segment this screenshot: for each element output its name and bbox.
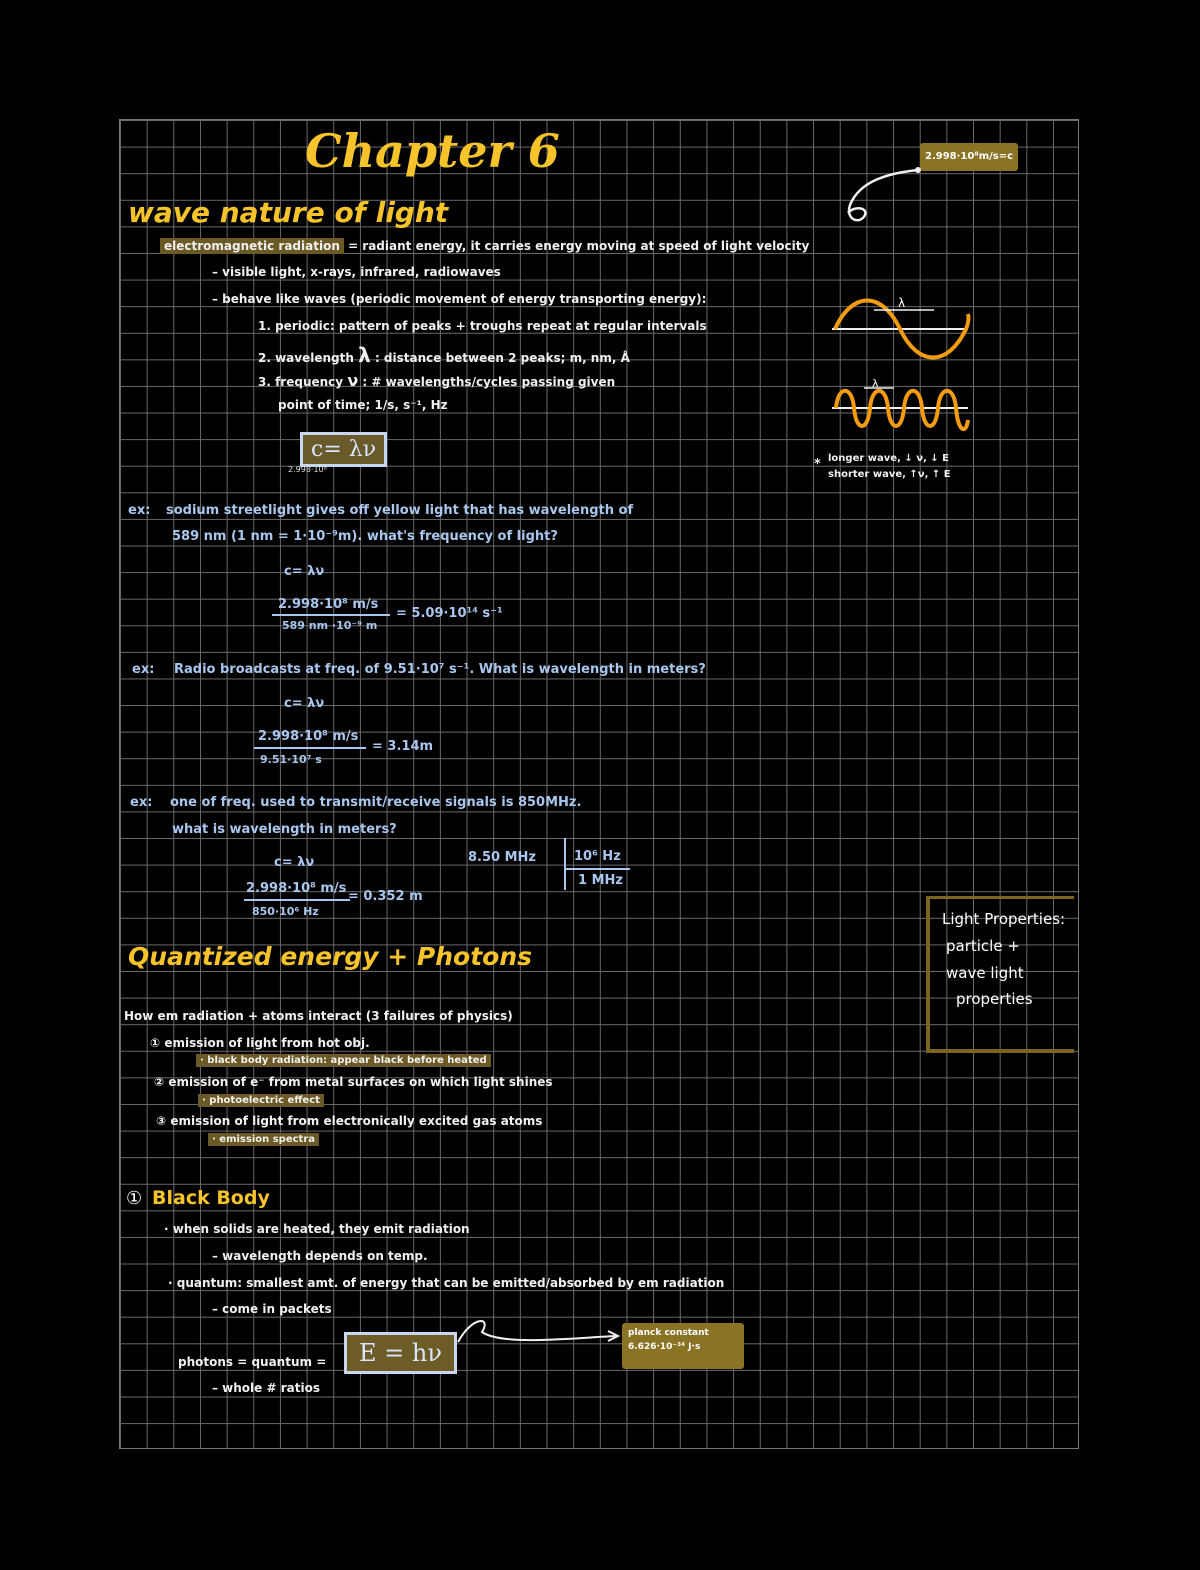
item-frequency-units: point of time; 1/s, s⁻¹, Hz xyxy=(278,398,448,412)
wave-note-longer: longer wave, ↓ ν, ↓ E xyxy=(828,453,949,464)
formula-e-h-nu: E = hν xyxy=(344,1332,457,1374)
black-body-line4: – come in packets xyxy=(212,1302,332,1316)
ex3-question-line1: one of freq. used to transmit/receive signals is 850MHz. xyxy=(170,795,582,810)
ex1-answer: = 5.09·10¹⁴ s⁻¹ xyxy=(396,606,503,621)
failure-2-sub-highlight: · photoelectric effect xyxy=(198,1094,324,1107)
item-frequency-definition: : # wavelengths/cycles passing given xyxy=(362,375,616,389)
short-wave-icon xyxy=(832,377,972,440)
black-body-line5: – whole # ratios xyxy=(212,1381,320,1395)
failure-3: ③ emission of light from electronically excited gas atoms xyxy=(156,1114,543,1128)
ex3-denominator: 850·10⁶ Hz xyxy=(252,905,319,918)
ex2-numerator: 2.998·10⁸ m/s xyxy=(258,729,359,744)
formula-c-lambda-nu: c= λν xyxy=(300,432,387,467)
item-wavelength xyxy=(258,345,630,365)
ex3-conversion-numerator: 10⁶ Hz xyxy=(574,849,621,864)
section-heading-black-body: Black Body xyxy=(152,1187,270,1209)
failure-2: ② emission of e⁻ from metal surfaces on which light shines xyxy=(154,1075,553,1089)
ex3-conversion-hline xyxy=(564,868,630,870)
ex3-numerator: 2.998·10⁸ m/s xyxy=(246,881,347,896)
black-body-line3: · quantum: smallest amt. of energy that can be emitted/absorbed by em radiation xyxy=(168,1276,725,1290)
em-radiation-line xyxy=(160,240,809,252)
bullet-visible-light: – visible light, x-rays, infrared, radiowaves xyxy=(212,265,501,279)
planck-constant-value: 6.626·10⁻³⁴ J·s xyxy=(628,1342,701,1352)
wave-note-mark: * xyxy=(814,457,821,472)
ex3-label: ex: xyxy=(130,795,153,810)
ex2-question: Radio broadcasts at freq. of 9.51·10⁷ s⁻¹. What is wavelength in meters? xyxy=(174,662,706,677)
planck-constant-note xyxy=(622,1323,744,1369)
light-properties-line4: properties xyxy=(956,990,1033,1008)
nu-symbol: ν xyxy=(347,371,359,390)
wave-lambda-label: λ xyxy=(898,296,906,310)
section-heading-quantized-energy: Quantized energy + Photons xyxy=(128,942,533,971)
ex1-label: ex: xyxy=(128,503,151,518)
item-wavelength-definition: : distance between 2 peaks; m, nm, Å xyxy=(374,351,630,365)
arrow-curve-icon xyxy=(830,165,930,235)
ex1-equation: c= λν xyxy=(284,564,325,579)
ex2-answer: = 3.14m xyxy=(372,739,434,754)
item-periodic: 1. periodic: pattern of peaks + troughs repeat at regular intervals xyxy=(258,319,707,333)
ex3-question-line2: what is wavelength in meters? xyxy=(172,822,397,837)
ex1-fraction-line xyxy=(272,614,390,616)
section-heading-wave-nature: wave nature of light xyxy=(128,196,449,229)
ex2-equation: c= λν xyxy=(284,696,325,711)
item-frequency-label: 3. frequency xyxy=(258,375,344,389)
lambda-symbol: λ xyxy=(358,343,371,367)
light-properties-line2: particle + xyxy=(946,937,1020,955)
speed-of-light-note: 2.998·10⁸m/s=c xyxy=(920,143,1018,171)
bullet-behave-like-waves: – behave like waves (periodic movement of energy transporting energy): xyxy=(212,292,707,306)
item-frequency xyxy=(258,373,615,389)
failure-1-sub xyxy=(196,1056,491,1066)
ex3-fraction-line xyxy=(244,899,350,901)
photons-label: photons = quantum = xyxy=(178,1355,327,1369)
formula-subscript: 2.998·10⁸ xyxy=(288,465,327,474)
black-body-line2: – wavelength depends on temp. xyxy=(212,1249,428,1263)
ex2-fraction-line xyxy=(254,747,366,749)
ex1-question-line1: sodium streetlight gives off yellow light that has wavelength of xyxy=(166,503,634,518)
light-properties-line3: wave light xyxy=(946,964,1024,982)
item-wavelength-label: 2. wavelength xyxy=(258,351,354,365)
ex1-numerator: 2.998·10⁸ m/s xyxy=(278,597,379,612)
short-wave-lambda-label: λ xyxy=(872,377,879,390)
ex3-equation: c= λν xyxy=(274,855,315,870)
light-properties-line1: Light Properties: xyxy=(942,910,1066,928)
page-title: Chapter 6 xyxy=(305,124,560,178)
failure-1: ① emission of light from hot obj. xyxy=(150,1036,370,1050)
arrow-to-planck-icon xyxy=(452,1312,622,1352)
em-radiation-definition: = radiant energy, it carries energy moving at speed of light velocity xyxy=(348,239,810,253)
planck-constant-label: planck constant xyxy=(628,1328,709,1338)
wave-note-shorter: shorter wave, ↑ν, ↑ E xyxy=(828,469,951,480)
ex3-conversion-denominator: 1 MHz xyxy=(578,873,623,888)
ex1-denominator: 589 nm ·10⁻⁹ m xyxy=(282,619,378,632)
ex2-label: ex: xyxy=(132,662,155,677)
failure-2-sub xyxy=(198,1096,324,1106)
failure-3-sub-highlight: · emission spectra xyxy=(208,1133,319,1146)
section2-intro: How em radiation + atoms interact (3 failures of physics) xyxy=(124,1009,513,1023)
failure-1-sub-highlight: · black body radiation: appear black before heated xyxy=(196,1054,491,1067)
black-body-line1: · when solids are heated, they emit radiation xyxy=(164,1222,470,1236)
ex3-answer: = 0.352 m xyxy=(348,889,423,904)
section3-number: ① xyxy=(126,1188,143,1209)
ex2-denominator: 9.51·10⁷ s xyxy=(260,753,322,766)
ex3-conversion-value: 8.50 MHz xyxy=(468,850,536,865)
ex1-question-line2: 589 nm (1 nm = 1·10⁻⁹m). what's frequency of light? xyxy=(172,529,558,544)
ex3-conversion-vline xyxy=(564,838,566,890)
em-radiation-highlight: electromagnetic radiation xyxy=(160,238,344,254)
failure-3-sub xyxy=(208,1135,319,1145)
